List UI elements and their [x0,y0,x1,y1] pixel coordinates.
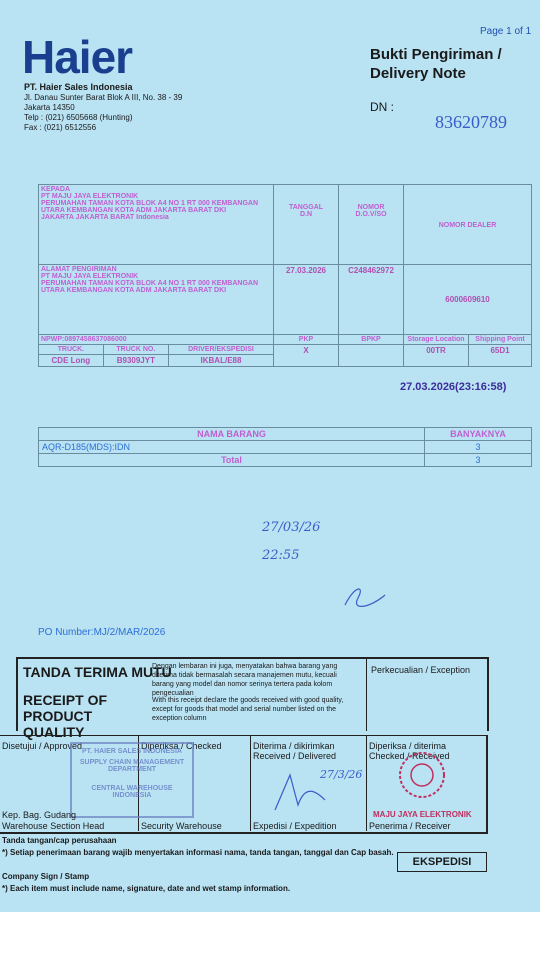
total-label: Total [39,454,425,467]
bpkp-label: BPKP [339,335,404,345]
company-fax: Fax : (021) 6512556 [24,123,97,132]
handwritten-date: 27/03/26 [262,520,321,535]
receiver-label: Penerima / Receiver [369,821,451,831]
dn-label: DN : [370,100,394,114]
shipping-label: Shipping Point [469,335,532,345]
expedition-label: Expedisi / Expedition [253,821,337,831]
delivered-label: Diterima / dikirimkan Received / Delivered [253,741,337,761]
dealer-header: NOMOR DEALER [404,185,532,265]
company-address: Jl. Danau Sunter Barat Blok A III, No. 38 - 39 [24,93,183,102]
col-banyaknya: BANYAKNYA [425,428,532,441]
handwritten-time: 22:55 [262,548,300,563]
recipient-table [38,184,532,367]
handwritten-sig-date: 27/3/26 [320,768,363,781]
driver-name: IKBAL/E88 [200,356,242,365]
footer-note-en: *) Each item must include name, signature, date and wet stamp information. [2,884,291,893]
tanggal-header: TANGGAL D.N [274,185,339,265]
col-nama-barang: NAMA BARANG [39,428,425,441]
exception-label: Perkecualian / Exception [371,665,471,675]
table-row: AQR-D185(MDS):IDN 3 [39,441,532,454]
po-number: PO Number:MJ/2/MAR/2026 [38,627,166,638]
truck-cell: TRUCK. TRUCK NO. DRIVER/EKSPEDISI CDE Long B9309JYT IKBAL/E88 [39,345,274,367]
footer-sign-en: Company Sign / Stamp [2,872,90,881]
ekspedisi-copy-label: EKSPEDISI [397,852,487,872]
order-value: C248462972 [339,265,404,335]
nomor-header: NOMOR D.O.V/SO [339,185,404,265]
kepada-cell: KEPADA PT MAJU JAYA ELEKTRONIK PERUMAHAN TAMAN KOTA BLOK A4 NO 1 RT 000 KEMBANGAN UTARA KEMBANGAN KOTA ADM JAKARTA BARAT DKI JAKARTA JAKARTA BARAT Indonesia [39,185,274,265]
receipt-title-id: TANDA TERIMA MUTU [23,664,172,680]
footer-sign-id: Tanda tangan/cap perusahaan [2,836,117,845]
pkp-label: PKP [274,335,339,345]
warehouse-stamp: PT. HAIER SALES INDONESIA SUPPLY CHAIN MANAGEMENT DEPARTMENT CENTRAL WAREHOUSE INDONESIA [70,742,194,818]
company-name: PT. Haier Sales Indonesia [24,82,133,92]
warehouse-head-label: Warehouse Section Head [2,821,105,831]
expedition-signature [270,770,330,815]
date-value: 27.03.2026 [274,265,339,335]
shipping-value: 65D1 [469,345,532,367]
checked-label: Diperiksa / Checked [141,741,222,751]
company-city: Jakarta 14350 [24,103,75,112]
footer-note-id: *) Setiap penerimaan barang wajib menyertakan informasi nama, tanda tangan, tanggal dan Cap basah. [2,848,394,857]
handwritten-signature [340,580,390,610]
receipt-text-en: With this receipt declare the goods received with good quality, except for goods that model and serial number listed on the exception column [152,697,344,722]
company-phone: Telp : (021) 6505668 (Hunting) [24,113,133,122]
security-label: Security Warehouse [141,821,222,831]
doc-title: Bukti Pengiriman / Delivery Note [370,46,502,82]
page-number: Page 1 of 1 [480,26,532,37]
receipt-title-en: RECEIPT OF PRODUCT QUALITY [23,692,108,740]
receiver-stamp-icon [395,748,450,803]
receiver-stamp-text: MAJU JAYA ELEKTRONIK [373,810,472,819]
print-timestamp: 27.03.2026(23:16:58) [400,381,507,393]
storage-label: Storage Location [404,335,469,345]
pkp-value: X [274,345,339,367]
dn-number: 83620789 [435,112,507,132]
received-label: Diperiksa / diterima Checked / Received [369,741,450,761]
kep-label: Kep. Bag. Gudang [2,810,77,820]
dealer-value: 6000609610 [404,265,532,335]
total-value: 3 [425,454,532,467]
truck-number: B9309JYT [103,355,168,367]
npwp: NPWP:0897458637086000 [39,335,274,345]
receipt-text-id: Dengan lembaran ini juga, menyatakan bahwa barang yang diterima tidak bermasalah secara manajemen mutu, kecuali barang yang model dan nomor serinya tertera pada kolom pengecualian [152,663,338,697]
approved-label: Disetujui / Approved [2,741,83,751]
items-table [38,427,532,467]
alamat-cell: ALAMAT PENGIRIMAN PT MAJU JAYA ELEKTRONIK PERUMAHAN TAMAN KOTA BLOK A4 NO 1 RT 000 KEMBANGAN UTARA KEMBANGAN KOTA ADM JAKARTA BARAT DKI [39,265,274,335]
truck-type: CDE Long [39,355,103,367]
storage-value: 00TR [404,345,469,367]
haier-logo: Haier [22,31,133,83]
